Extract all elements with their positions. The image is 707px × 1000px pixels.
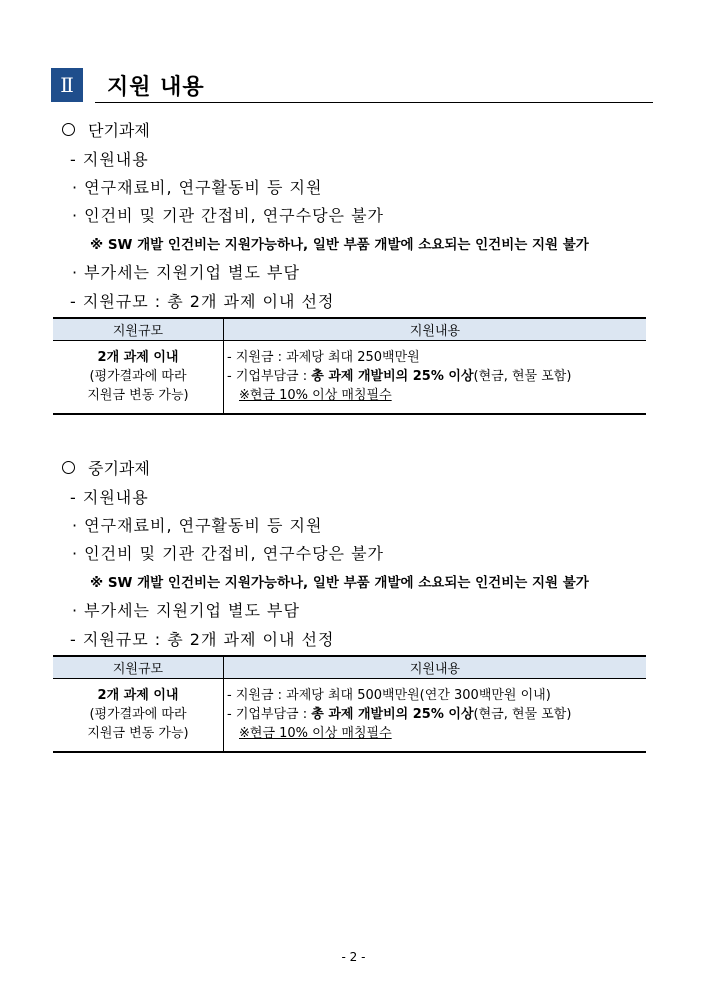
mid-term-heading: 중기과제 [88, 459, 150, 478]
table-cell-content [224, 341, 647, 415]
company-share-amount: 총 과제 개발비의 25% 이상 [311, 369, 474, 384]
grant-line: - 지원금 : 과제당 최대 500백만원(연간 300백만원 이내) [227, 688, 551, 703]
short-term-vat-bullet: · 부가세는 지원기업 별도 부담 [72, 263, 300, 282]
cash-matching-note: ※현금 10% 이상 매칭필수 [239, 388, 392, 403]
scale-note-2: 지원금 변동 가능) [87, 726, 189, 741]
mid-term-support-content-label: - 지원내용 [70, 488, 149, 507]
company-share-amount: 총 과제 개발비의 25% 이상 [311, 707, 474, 722]
company-share-label: - 기업부담금 : [227, 707, 312, 722]
company-share-line [227, 367, 646, 386]
short-term-heading: 단기과제 [88, 121, 150, 140]
table-header-scale: 지원규모 [53, 656, 224, 679]
cash-matching-note: ※현금 10% 이상 매칭필수 [239, 726, 392, 741]
circle-bullet-icon [62, 123, 75, 136]
table-header-content: 지원내용 [224, 318, 647, 341]
scale-note-1: (평가결과에 따라 [89, 707, 187, 722]
table-header-row [53, 318, 646, 341]
section-number-badge: Ⅱ [51, 68, 83, 102]
table-row [53, 679, 646, 753]
cash-matching-line [227, 386, 646, 405]
table-header-scale: 지원규모 [53, 318, 224, 341]
company-share-note: (현금, 현물 포함) [473, 369, 572, 384]
scale-limit: 2개 과제 이내 [97, 350, 179, 365]
table-cell-scale [53, 679, 224, 753]
short-term-support-table [53, 317, 646, 415]
table-cell-content [224, 679, 647, 753]
scale-limit: 2개 과제 이내 [97, 688, 179, 703]
page-number: - 2 - [341, 950, 366, 964]
table-cell-scale [53, 341, 224, 415]
cash-matching-line [227, 724, 646, 743]
company-share-label: - 기업부담금 : [227, 369, 312, 384]
grant-line: - 지원금 : 과제당 최대 250백만원 [227, 350, 420, 365]
mid-term-scale-label: - 지원규모 : 총 2개 과제 이내 선정 [70, 630, 335, 649]
company-share-line [227, 705, 646, 724]
mid-term-note: ※ SW 개발 인건비는 지원가능하나, 일반 부품 개발에 소요되는 인건비는 지원 불가 [90, 575, 589, 591]
circle-bullet-icon [62, 461, 75, 474]
short-term-bullet-1: · 연구재료비, 연구활동비 등 지원 [72, 178, 323, 197]
mid-term-vat-bullet: · 부가세는 지원기업 별도 부담 [72, 601, 300, 620]
short-term-support-content-label: - 지원내용 [70, 150, 149, 169]
mid-term-bullet-2: · 인건비 및 기관 간접비, 연구수당은 불가 [72, 544, 384, 563]
scale-note-2: 지원금 변동 가능) [87, 388, 189, 403]
section-title: 지원 내용 [107, 75, 205, 100]
table-header-row [53, 656, 646, 679]
short-term-bullet-2: · 인건비 및 기관 간접비, 연구수당은 불가 [72, 206, 384, 225]
company-share-note: (현금, 현물 포함) [473, 707, 572, 722]
mid-term-support-table [53, 655, 646, 753]
scale-note-1: (평가결과에 따라 [89, 369, 187, 384]
short-term-note: ※ SW 개발 인건비는 지원가능하나, 일반 부품 개발에 소요되는 인건비는 지원 불가 [90, 237, 589, 253]
section-title-rule [95, 102, 653, 103]
table-header-content: 지원내용 [224, 656, 647, 679]
short-term-scale-label: - 지원규모 : 총 2개 과제 이내 선정 [70, 292, 335, 311]
table-row [53, 341, 646, 415]
mid-term-bullet-1: · 연구재료비, 연구활동비 등 지원 [72, 516, 323, 535]
